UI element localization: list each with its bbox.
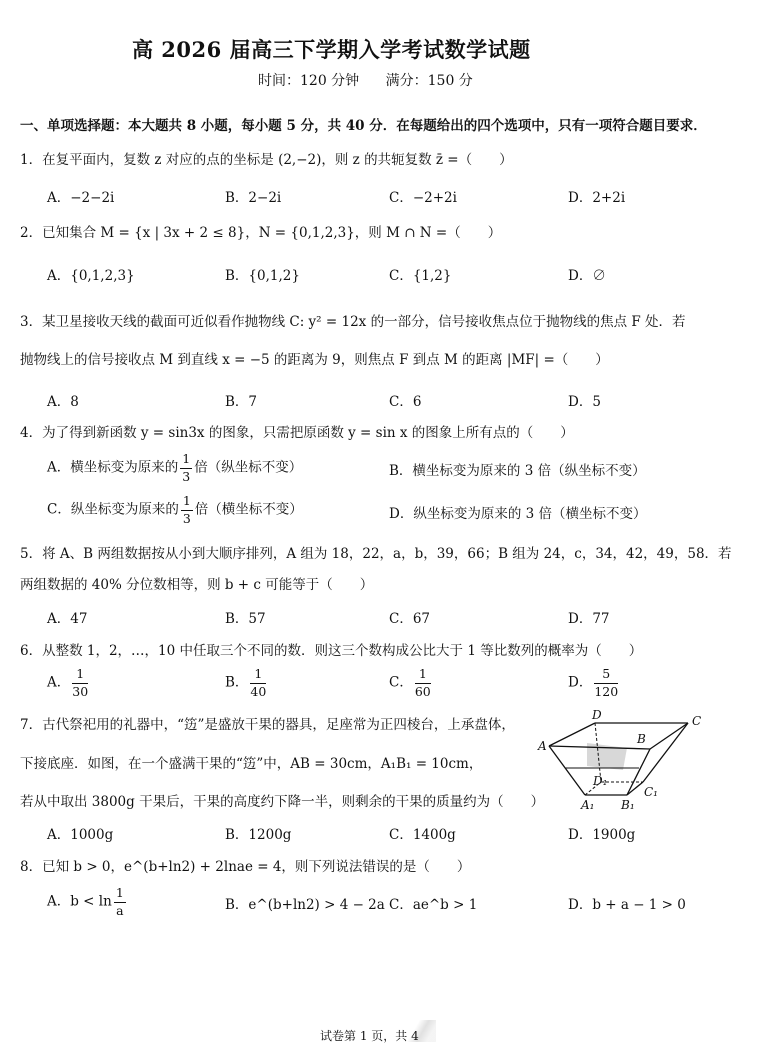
q8-option-d: D．b + a − 1 > 0 <box>568 897 686 913</box>
fraction-denominator: 3 <box>182 468 191 484</box>
figure-label-d1: D₁ <box>593 774 608 788</box>
q1-option-a: A．−2−2i <box>47 190 115 206</box>
q7-option-c: C．1400g <box>389 827 456 843</box>
q6-option-a-label: A． <box>47 674 71 691</box>
edge-ad <box>549 723 595 746</box>
page-footer: 试卷第 1 页，共 4 <box>320 1029 419 1043</box>
q8-option-a-text: A．b < ln <box>47 893 112 910</box>
edge-aa1 <box>549 746 585 795</box>
q6-option-b <box>225 668 268 698</box>
q6-option-b-fraction <box>250 668 266 698</box>
q5-option-b: B．57 <box>225 611 266 627</box>
fraction-denominator: a <box>116 902 124 918</box>
q1-option-b: B．2−2i <box>225 190 282 206</box>
fraction-denominator: 40 <box>250 683 267 699</box>
q8-option-b: B．e^(b+ln2) > 4 − 2a <box>225 897 385 913</box>
q4-option-a-fraction <box>180 453 192 483</box>
q5-option-c: C．67 <box>389 611 431 627</box>
q6-option-c-fraction <box>415 668 431 698</box>
question-2-stem: 2．已知集合 M = {x | 3x + 2 ≤ 8}，N = {0,1,2,3}，则 M ∩ N =（ ） <box>20 225 502 241</box>
figure-label-b1: B₁ <box>621 798 635 812</box>
section-heading: 一、单项选择题：本大题共 8 小题，每小题 5 分，共 40 分．在每题给出的四个选项中，只有一项符合题目要求． <box>20 118 707 134</box>
q4-option-a-suffix: 倍（纵坐标不变） <box>194 459 303 476</box>
q6-option-a <box>47 668 90 698</box>
q4-option-a-text: A．横坐标变为原来的 <box>47 459 179 476</box>
figure-label-c1: C₁ <box>644 785 658 799</box>
fraction-numerator: 1 <box>72 668 88 684</box>
q7-option-d: D．1900g <box>568 827 636 843</box>
q6-option-c <box>389 668 433 698</box>
q6-option-d-label: D． <box>568 674 593 691</box>
fraction-numerator: 1 <box>250 668 266 684</box>
exam-meta <box>258 70 473 90</box>
question-6-stem: 6．从整数 1，2，…，10 中任取三个不同的数．则这三个数构成公比大于 1 等比数列的概率为（ ） <box>20 643 643 659</box>
question-3-line-2: 抛物线上的信号接收点 M 到直线 x = −5 的距离为 9，则焦点 F 到点 M 的距离 |MF| =（ ） <box>20 352 609 368</box>
fraction-numerator: 1 <box>114 887 126 903</box>
q2-option-d: D．∅ <box>568 268 606 284</box>
figure-label-b: B <box>637 732 646 746</box>
q4-option-c-fraction <box>181 495 193 525</box>
q7-option-a: A．1000g <box>47 827 114 843</box>
q1-option-c: C．−2+2i <box>389 190 457 206</box>
q6-option-a-fraction <box>72 668 88 698</box>
fraction-numerator: 1 <box>180 453 192 469</box>
q5-option-a: A．47 <box>47 611 88 627</box>
q4-option-a <box>47 453 302 483</box>
exam-score: 满分：150 分 <box>385 73 473 89</box>
question-1-stem: 1．在复平面内，复数 z 对应的点的坐标是 (2,−2)，则 z 的共轭复数 z̄ =（ ） <box>20 152 513 168</box>
fraction-numerator: 5 <box>594 668 618 684</box>
figure-label-d: D <box>592 708 602 722</box>
q4-option-c-suffix: 倍（横坐标不变） <box>194 501 303 518</box>
q2-option-b: B．{0,1,2} <box>225 268 300 284</box>
question-4-stem: 4．为了得到新函数 y = sin3x 的图象，只需把原函数 y = sin x 的图象上所有点的（ ） <box>20 425 574 441</box>
q3-option-b: B．7 <box>225 394 258 410</box>
fraction-numerator: 1 <box>181 495 193 511</box>
q8-option-c: C．ae^b > 1 <box>389 897 478 913</box>
question-5-line-2: 两组数据的 40% 分位数相等，则 b + c 可能等于（ ） <box>20 577 374 593</box>
question-3-line-1: 3．某卫星接收天线的截面可近似看作抛物线 C: y² = 12x 的一部分，信号接收焦点位于抛物线的焦点 F 处．若 <box>20 314 686 330</box>
fraction-numerator: 1 <box>415 668 431 684</box>
fraction-denominator: 120 <box>594 683 619 699</box>
fraction-denominator: 3 <box>182 510 191 526</box>
question-7-line-2: 下接底座．如图，在一个盛满干果的“笾”中，AB = 30cm，A₁B₁ = 10cm， <box>20 756 483 772</box>
q8-option-a <box>47 887 128 917</box>
question-8-stem: 8．已知 b > 0，e^(b+ln2) + 2lnae = 4，则下列说法错误的是（ ） <box>20 859 471 875</box>
question-7-line-3: 若从中取出 3800g 干果后，干果的高度约下降一半，则剩余的干果的质量约为（ ） <box>20 794 545 810</box>
fraction-denominator: 60 <box>414 683 431 699</box>
q6-option-b-label: B． <box>225 674 249 691</box>
q6-option-d-fraction <box>594 668 618 698</box>
fraction-denominator: 30 <box>72 683 89 699</box>
q4-option-d: D．纵坐标变为原来的 3 倍（横坐标不变） <box>389 506 647 522</box>
q5-option-d: D．77 <box>568 611 610 627</box>
q3-option-d: D．5 <box>568 394 601 410</box>
exam-time: 时间：120 分钟 <box>258 73 360 89</box>
q2-option-a: A．{0,1,2,3} <box>47 268 135 284</box>
q3-option-a: A．8 <box>47 394 79 410</box>
figure-label-c: C <box>692 714 702 728</box>
q7-option-b: B．1200g <box>225 827 292 843</box>
q4-option-c-text: C．纵坐标变为原来的 <box>47 501 179 518</box>
frustum-figure <box>535 708 710 816</box>
q8-option-a-fraction <box>114 887 126 917</box>
q2-option-c: C．{1,2} <box>389 268 452 284</box>
figure-label-a: A <box>538 739 547 753</box>
figure-label-a1: A₁ <box>581 798 595 812</box>
q6-option-c-label: C． <box>389 674 413 691</box>
edge-b1c1 <box>627 782 643 795</box>
q4-option-b: B．横坐标变为原来的 3 倍（纵坐标不变） <box>389 463 646 479</box>
question-7-line-1: 7．古代祭祀用的礼器中，“笾”是盛放干果的器具，足座常为正四棱台，上承盘体， <box>20 717 515 733</box>
edge-cc1 <box>643 723 688 782</box>
q3-option-c: C．6 <box>389 394 422 410</box>
q1-option-d: D．2+2i <box>568 190 626 206</box>
q4-option-c <box>47 495 303 525</box>
page-title: 高 2026 届高三下学期入学考试数学试题 <box>132 37 531 62</box>
q6-option-d <box>568 668 620 698</box>
question-5-line-1: 5．将 A、B 两组数据按从小到大顺序排列，A 组为 18，22，a，b，39，66；B 组为 24，c，34，42，49，58．若 <box>20 546 732 562</box>
